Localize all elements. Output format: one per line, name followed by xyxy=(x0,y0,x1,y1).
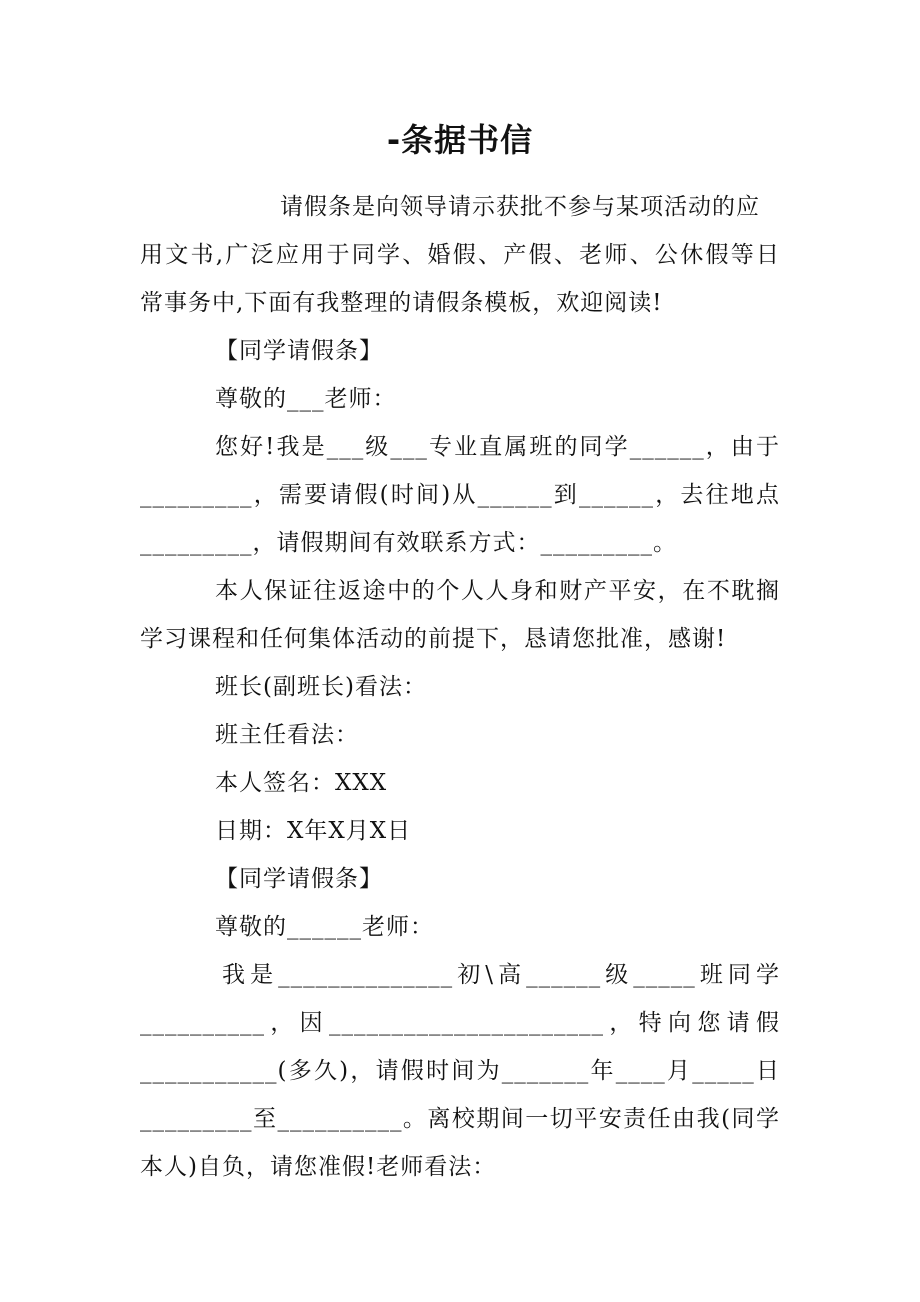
body-1-line-1: 您好!我是___级___专业直属班的同学______，由于 xyxy=(215,434,780,460)
intro-line-1: 请假条是向领导请示获批不参与某项活动的应 xyxy=(280,194,760,220)
body-1-line-2: _________，需要请假(时间)从______到______，去往地点 xyxy=(140,482,780,508)
body-1-line-3: _________，请假期间有效联系方式：_________。 xyxy=(140,530,677,556)
section-heading-2: 【同学请假条】 xyxy=(215,866,383,892)
intro-line-3: 常事务中,下面有我整理的请假条模板，欢迎阅读! xyxy=(140,290,663,316)
body-2-line-4: _________至__________。离校期间一切平安责任由我(同学 xyxy=(140,1106,780,1132)
body-2-line-2: __________，因______________________，特向您请假 xyxy=(140,1010,780,1036)
date: 日期：X年X月X日 xyxy=(215,818,412,844)
monitor-opinion: 班长(副班长)看法： xyxy=(215,674,427,700)
signature: 本人签名：XXX xyxy=(215,770,388,796)
body-2-line-5: 本人)自负，请您准假!老师看法： xyxy=(140,1154,497,1180)
promise-line-2: 学习课程和任何集体活动的前提下，恳请您批准，感谢! xyxy=(140,626,727,652)
body-2-line-3: ___________(多久)，请假时间为_______年____月_____日 xyxy=(140,1058,780,1084)
intro-line-2: 用文书,广泛应用于同学、婚假、产假、老师、公休假等日 xyxy=(140,242,780,268)
teacher-opinion: 班主任看法： xyxy=(215,722,359,748)
page-title: -条据书信 xyxy=(386,121,534,159)
greeting-2: 尊敬的______老师： xyxy=(215,914,434,940)
section-heading-1: 【同学请假条】 xyxy=(215,338,383,364)
body-2-line-1: 我是______________初\高______级_____班同学 xyxy=(222,962,780,988)
greeting-1: 尊敬的___老师： xyxy=(215,386,397,412)
promise-line-1: 本人保证往返途中的个人人身和财产平安，在不耽搁 xyxy=(215,578,780,604)
